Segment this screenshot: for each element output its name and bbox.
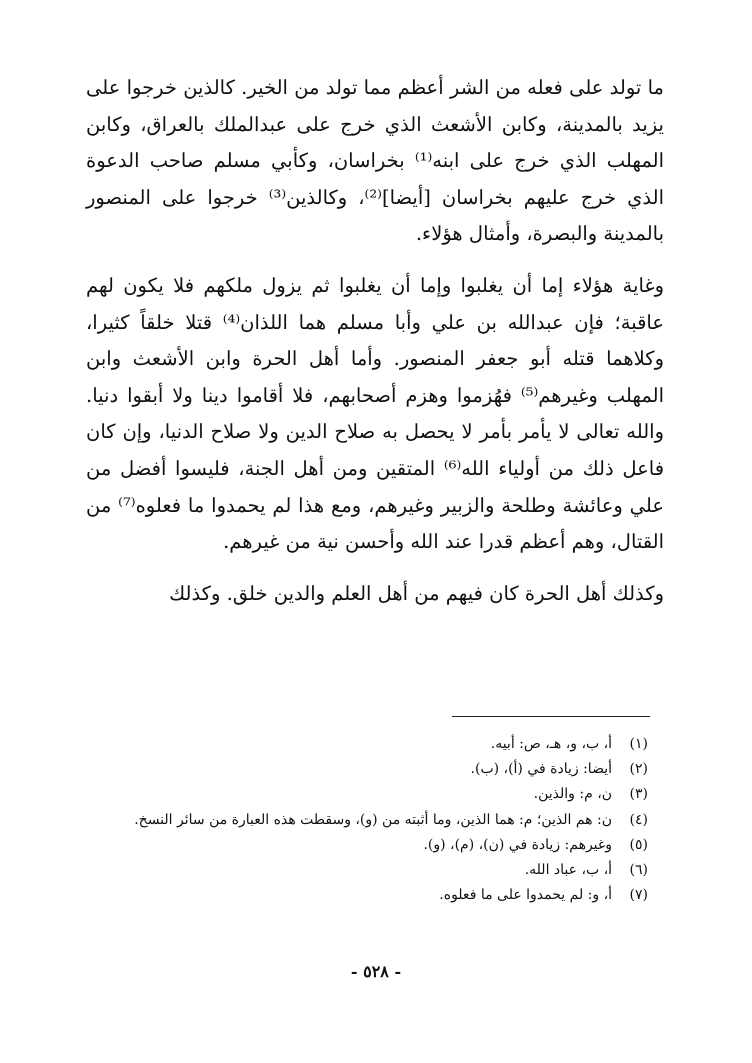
footnote-number: (٣) — [629, 786, 648, 803]
footnote-item — [88, 883, 648, 908]
footnote-text: أ، ب، عباد الله. — [524, 862, 612, 879]
footnote-number: (٢) — [629, 761, 648, 778]
footnote-number: (١) — [629, 736, 648, 752]
footnote-separator — [452, 716, 650, 717]
footnote-item — [88, 808, 648, 833]
paragraph-2: وغاية هؤلاء إما أن يغلبوا وإما أن يغلبوا ثم يزول ملكهم فلا يكون لهم عاقبة؛ فإن عبدالله بن علي وأبا مسلم هما اللذان⁽⁴⁾ قتلا خلقاً كثيرا، وكلاهما قتله أبو جعفر المنصور. وأما أهل الحرة وابن الأشعث وابن المهلب وغيرهم⁽⁵⁾ فهُزموا وهزم أصحابهم، فلا أقاموا دينا ولا أبقوا دنيا. والله تعالى لا يأمر بأمر لا يحصل به صلاح الدين ولا صلاح الدنيا، وإن كان فاعل ذلك من أولياء الله⁽⁶⁾ المتقين ومن أهل الجنة، فليسوا أفضل من علي وعائشة وطلحة والزبير وغيرهم، ومع هذا لم يحمدوا ما فعلوه⁽⁷⁾ من القتال، وهم أعظم قدرا عند الله وأحسن نية من غيرهم. — [86, 273, 665, 554]
footnote-number: (٦) — [629, 862, 648, 879]
footnote-item — [88, 757, 648, 782]
footnotes — [88, 732, 648, 908]
paragraph-1: ما تولد على فعله من الشر أعظم مما تولد من الخير. كالذين خرجوا على يزيد بالمدينة، وكابن الأشعث الذي خرج على عبدالملك بالعراق، وكابن المهلب الذي خرج على ابنه⁽¹⁾ بخراسان، وكأبي مسلم صاحب الدعوة الذي خرج عليهم بخراسان [أيضا]⁽²⁾، وكالذين⁽³⁾ خرجوا على المنصور بالمدينة والبصرة، وأمثال هؤلاء. — [86, 76, 664, 246]
footnote-text: أ، و: لم يحمدوا على ما فعلوه. — [439, 887, 612, 904]
footnote-number: (٤) — [629, 811, 648, 828]
footnote-item — [88, 833, 648, 858]
footnote-text: ن، م: والذين. — [533, 786, 612, 803]
main-text — [86, 70, 664, 612]
footnote-number: (٥) — [629, 836, 648, 853]
footnote-text: وغيرهم: زيادة في (ن)، (م)، (و). — [423, 836, 612, 853]
footnote-item — [88, 782, 648, 807]
footnote-item — [88, 858, 648, 883]
footnote-item — [88, 732, 648, 757]
footnote-text: أ، ب، و، هـ، ص: أبيه. — [490, 736, 612, 752]
page-number: - ٥٢٨ - — [350, 962, 402, 981]
footnote-text: أيضا: زيادة في (أ)، (ب). — [470, 761, 612, 778]
paragraph-3: وكذلك أهل الحرة كان فيهم من أهل العلم والدين خلق. وكذلك — [169, 581, 664, 605]
footnote-text: ن: هم الذين؛ م: هما الذين، وما أثبته من (و)، وسقطت هذه العبارة من سائر النسخ. — [134, 811, 612, 828]
footnote-number: (٧) — [629, 887, 648, 904]
